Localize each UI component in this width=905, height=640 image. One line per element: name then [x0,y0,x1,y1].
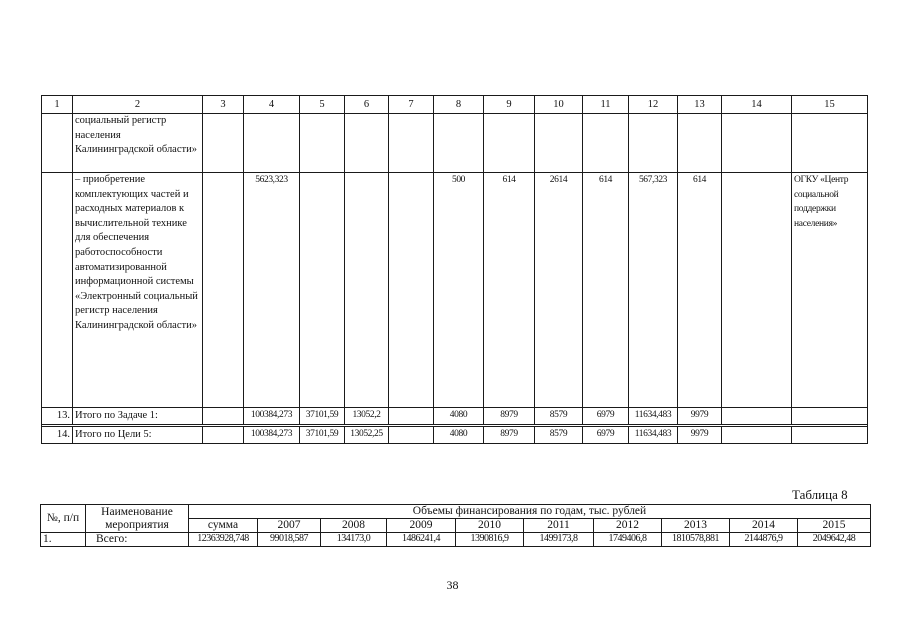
table-row-total-task [42,408,868,425]
value-cell: 2049642,48 [798,533,871,547]
column-number: 14 [722,96,792,114]
column-number: 7 [389,96,434,114]
column-header-year: 2012 [594,519,662,533]
value-cell: 6979 [583,408,629,425]
value-cell: 8979 [484,408,535,425]
value-cell: 2144876,9 [730,533,798,547]
value-cell: 100384,273 [244,427,300,444]
value-cell: 9979 [678,408,722,425]
value-cell: 5623,323 [244,173,300,408]
column-number: 1 [42,96,73,114]
value-cell: 100384,273 [244,408,300,425]
value-cell: 500 [434,173,484,408]
table-row-total-goal [42,427,868,444]
column-number: 10 [535,96,583,114]
financing-table-continued [41,95,868,444]
column-number-row [42,96,868,114]
column-number: 15 [792,96,868,114]
column-header-year: 2008 [321,519,387,533]
table-row-purchase [42,173,868,408]
value-cell: 12363928,748 [189,533,258,547]
column-header-year: 2007 [258,519,321,533]
responsible-org-cell: ОГКУ «Центр социальной поддержки населения» [792,173,868,408]
table-row [41,533,871,547]
table-caption: Таблица 8 [792,487,848,502]
column-header-year: 2015 [798,519,871,533]
total-label-cell: Итого по Задаче 1: [73,408,203,425]
value-cell: 11634,483 [629,427,678,444]
column-number: 4 [244,96,300,114]
value-cell: 37101,59 [300,408,345,425]
column-number: 8 [434,96,484,114]
row-name-cell: Всего: [86,533,189,547]
value-cell: 9979 [678,427,722,444]
value-cell: 1390816,9 [456,533,524,547]
column-header-year: 2013 [662,519,730,533]
column-number: 3 [203,96,244,114]
value-cell: 4080 [434,408,484,425]
value-cell: 567,323 [629,173,678,408]
value-cell: 8979 [484,427,535,444]
value-cell: 13052,2 [345,408,389,425]
value-cell: 134173,0 [321,533,387,547]
column-header-number: №, п/п [41,505,86,533]
value-cell: 37101,59 [300,427,345,444]
activity-name-cell: – приобретение комплектующих частей и расходных материалов к вычислительной технике для обеспечения работоспособности автоматизированной информационной системы «Электронный социальный регистр населения Калининградской области» [73,173,203,408]
column-number: 12 [629,96,678,114]
column-number: 13 [678,96,722,114]
activity-name-cell: социальный регистр населения Калининградской области» [73,114,203,173]
value-cell: 13052,25 [345,427,389,444]
column-header-year: 2009 [387,519,456,533]
table-row-continuation [42,114,868,173]
value-cell: 1499173,8 [524,533,594,547]
column-header-year: сумма [189,519,258,533]
column-header-year: 2010 [456,519,524,533]
column-header-year: 2011 [524,519,594,533]
row-number-cell: 14. [42,427,73,444]
value-cell: 1749406,8 [594,533,662,547]
value-cell: 614 [678,173,722,408]
column-number: 9 [484,96,535,114]
value-cell: 614 [484,173,535,408]
value-cell: 99018,587 [258,533,321,547]
row-number-cell: 13. [42,408,73,425]
column-number: 2 [73,96,203,114]
value-cell: 614 [583,173,629,408]
column-header-group: Объемы финансирования по годам, тыс. рублей [189,505,871,519]
value-cell: 8579 [535,408,583,425]
column-header-year: 2014 [730,519,798,533]
column-number: 6 [345,96,389,114]
total-label-cell: Итого по Цели 5: [73,427,203,444]
value-cell: 6979 [583,427,629,444]
value-cell: 1810578,881 [662,533,730,547]
row-number-cell: 1. [41,533,86,547]
column-number: 11 [583,96,629,114]
value-cell: 4080 [434,427,484,444]
value-cell: 11634,483 [629,408,678,425]
column-number: 5 [300,96,345,114]
value-cell: 8579 [535,427,583,444]
value-cell: 2614 [535,173,583,408]
page-number: 38 [446,578,459,592]
value-cell: 1486241,4 [387,533,456,547]
column-header-name: Наименование мероприятия [86,505,189,533]
financing-summary-table [40,504,871,547]
